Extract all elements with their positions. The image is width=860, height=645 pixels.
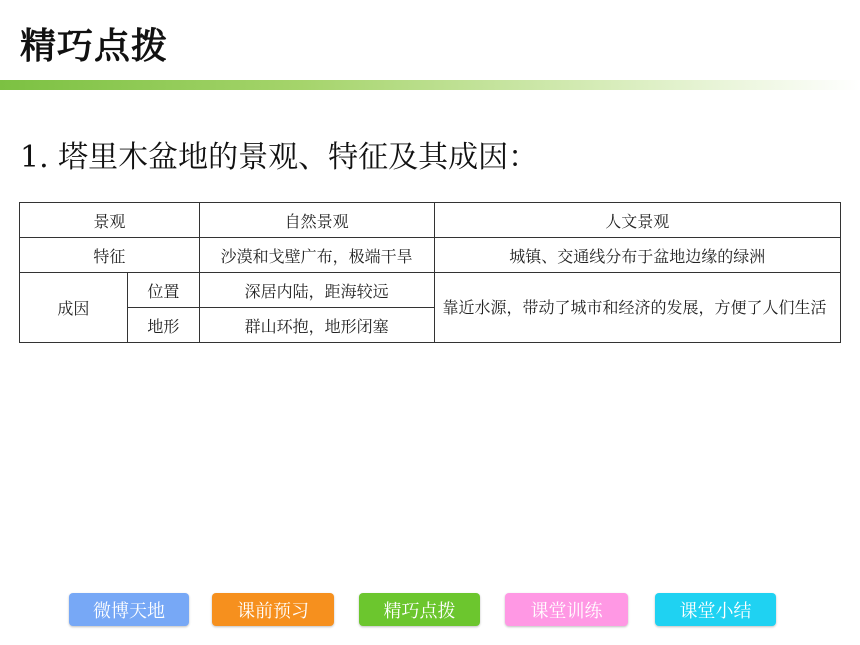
row-label-feature: 特征 bbox=[20, 238, 200, 273]
page-title: 精巧点拨 bbox=[20, 26, 169, 67]
sub-label-location: 位置 bbox=[127, 273, 199, 308]
terrain-natural-cell: 群山环抱，地形闭塞 bbox=[199, 308, 434, 343]
header-cell-human: 人文景观 bbox=[434, 203, 841, 238]
nav-button-summary[interactable]: 课堂小结 bbox=[655, 593, 776, 626]
header-cell-landscape: 景观 bbox=[20, 203, 200, 238]
nav-button-preview[interactable]: 课前预习 bbox=[212, 593, 334, 626]
feature-natural-cell: 沙漠和戈壁广布，极端干旱 bbox=[199, 238, 434, 273]
cause-human-cell: 靠近水源，带动了城市和经济的发展，方便了人们生活 bbox=[434, 273, 841, 343]
table-row bbox=[20, 273, 841, 308]
nav-button-tips[interactable]: 精巧点拨 bbox=[359, 593, 480, 626]
section-heading: 1. 塔里木盆地的景观、特征及其成因： bbox=[20, 140, 539, 175]
table-header-row bbox=[20, 203, 841, 238]
location-natural-cell: 深居内陆，距海较远 bbox=[199, 273, 434, 308]
nav-button-training[interactable]: 课堂训练 bbox=[505, 593, 628, 626]
nav-button-weibo[interactable]: 微博天地 bbox=[69, 593, 189, 626]
sub-label-terrain: 地形 bbox=[127, 308, 199, 343]
row-label-cause: 成因 bbox=[20, 273, 128, 343]
feature-human-cell: 城镇、交通线分布于盆地边缘的绿洲 bbox=[434, 238, 841, 273]
table-row bbox=[20, 238, 841, 273]
title-underline-bar bbox=[0, 80, 860, 90]
landscape-table bbox=[19, 202, 841, 343]
header-cell-natural: 自然景观 bbox=[199, 203, 434, 238]
